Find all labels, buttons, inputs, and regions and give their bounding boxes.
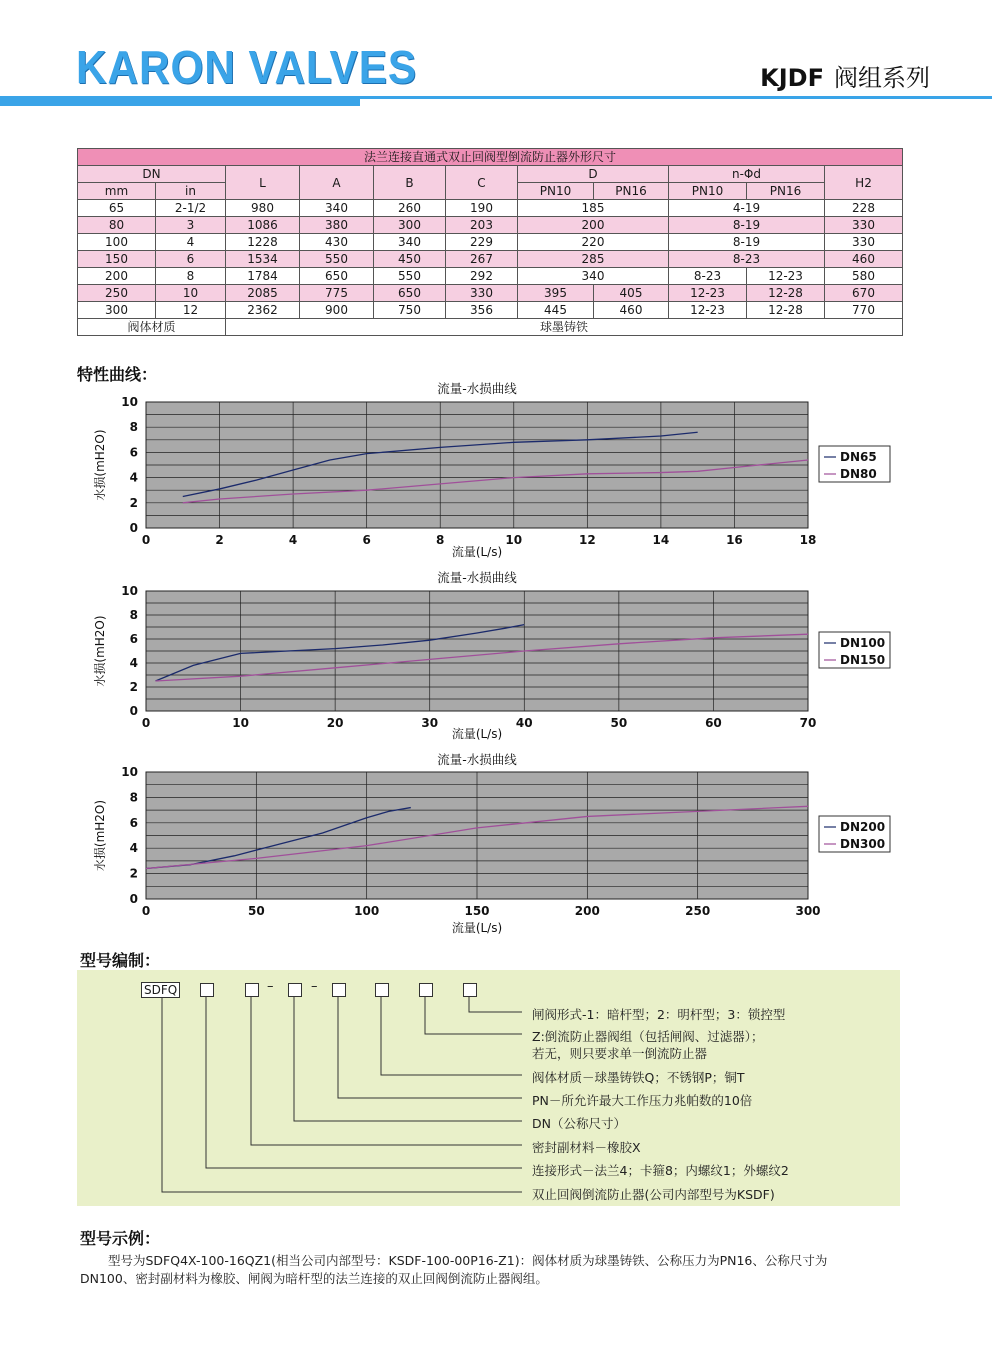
x-axis-label: 流量(L/s)	[451, 545, 503, 559]
x-tick-label: 70	[799, 716, 817, 730]
table-header-row	[78, 166, 903, 183]
table-cell: 8	[156, 268, 226, 285]
table-cell: 200	[518, 217, 669, 234]
x-tick-label: 60	[705, 716, 722, 730]
table-cell: 380	[300, 217, 374, 234]
code-desc-pressure: PN－所允许最大工作压力兆帕数的10倍	[532, 1093, 753, 1108]
table-cell: 200	[78, 268, 156, 285]
y-axis-label: 水损(mH2O)	[93, 615, 107, 687]
table-cell: 220	[518, 234, 669, 251]
table-cell: B	[374, 166, 446, 200]
x-tick-label: 0	[141, 716, 151, 730]
y-tick-label: 0	[129, 521, 138, 535]
legend-label: DN100	[840, 636, 886, 650]
series-title	[760, 58, 930, 93]
code-desc-seal: 密封副材料－橡胶X	[532, 1140, 641, 1155]
table-cell: H2	[825, 166, 903, 200]
y-tick-label: 2	[129, 866, 138, 881]
x-tick-label: 40	[515, 716, 533, 730]
x-tick-label: 0	[141, 533, 151, 547]
table-cell: 球墨铸铁	[226, 319, 903, 336]
y-tick-label: 8	[129, 608, 138, 622]
table-cell: DN	[78, 166, 226, 183]
table-cell: 580	[825, 268, 903, 285]
table-cell: 340	[518, 268, 669, 285]
table-cell: 1086	[226, 217, 300, 234]
table-cell: 阀体材质	[78, 319, 226, 336]
code-desc-assembly-note: 若无，则只要求单一倒流防止器	[532, 1046, 708, 1061]
x-tick-label: 250	[685, 904, 711, 918]
x-tick-label: 30	[421, 716, 439, 730]
table-cell: 4	[156, 234, 226, 251]
table-cell: 460	[825, 251, 903, 268]
table-cell: 550	[300, 251, 374, 268]
x-tick-label: 200	[574, 904, 600, 918]
y-tick-label: 10	[121, 395, 138, 409]
code-dash: –	[311, 979, 318, 994]
y-tick-label: 4	[129, 841, 138, 856]
legend-label: DN65	[840, 450, 877, 464]
y-tick-label: 8	[129, 420, 138, 435]
table-cell: 340	[374, 234, 446, 251]
table-cell: 65	[78, 200, 156, 217]
code-desc-assembly: Z:倒流防止器阀组（包括闸阀、过滤器）；	[532, 1029, 764, 1044]
y-tick-label: 2	[129, 495, 138, 510]
table-cell: 12	[156, 302, 226, 319]
table-cell: 12-23	[669, 302, 747, 319]
x-tick-label: 6	[362, 533, 371, 547]
table-cell: 8-23	[669, 268, 747, 285]
table-cell: n-Φd	[669, 166, 825, 183]
table-cell: 405	[594, 285, 669, 302]
y-tick-label: 8	[129, 790, 138, 805]
dimension-table	[77, 148, 903, 336]
table-material-row	[78, 319, 903, 336]
section-title-model: 型号编制：	[80, 951, 161, 970]
y-tick-label: 6	[129, 815, 138, 830]
table-cell: 1534	[226, 251, 300, 268]
x-tick-label: 150	[464, 904, 490, 918]
table-cell: 8-19	[669, 234, 825, 251]
y-tick-label: 4	[129, 470, 138, 485]
flow-loss-chart-3	[0, 750, 992, 945]
x-tick-label: 50	[610, 716, 628, 730]
table-cell: 340	[300, 200, 374, 217]
example-text: 型号为SDFQ4X-100-16QZ1(相当公司内部型号：KSDF-100-00P16-Z1)：阀体材质为球墨铸铁、公称压力为PN16、公称尺寸为DN100、密封副材料为橡胶、闸阀为暗杆型的法兰连接的双止回阀倒流防止器阀组。	[80, 1253, 828, 1286]
table-cell: D	[518, 166, 669, 183]
table-row	[78, 268, 903, 285]
table-cell: 670	[825, 285, 903, 302]
x-axis-label: 流量(L/s)	[451, 727, 503, 741]
code-desc-product: 双止回阀倒流防止器(公司内部型号为KSDF)	[532, 1187, 775, 1202]
brand-logo: KARON VALVES	[76, 41, 418, 93]
table-cell: 1784	[226, 268, 300, 285]
code-desc-gate-type: 闸阀形式-1：暗杆型；2：明杆型；3：锁控型	[532, 1007, 786, 1022]
x-tick-label: 0	[141, 904, 151, 918]
table-cell: 80	[78, 217, 156, 234]
table-cell: 330	[825, 217, 903, 234]
table-cell: 1228	[226, 234, 300, 251]
table-cell: 330	[825, 234, 903, 251]
table-cell: 550	[374, 268, 446, 285]
table-cell: 260	[374, 200, 446, 217]
table-cell: L	[226, 166, 300, 200]
table-row	[78, 251, 903, 268]
table-cell: 285	[518, 251, 669, 268]
table-cell: 750	[374, 302, 446, 319]
table-row	[78, 285, 903, 302]
table-row	[78, 217, 903, 234]
table-cell: C	[446, 166, 518, 200]
y-tick-label: 6	[129, 632, 138, 646]
code-desc-material: 阀体材质－球墨铸铁Q；不锈钢P；铜T	[532, 1070, 745, 1085]
y-tick-label: 6	[129, 445, 138, 460]
table-cell: 3	[156, 217, 226, 234]
code-dash: –	[267, 979, 274, 994]
table-cell: 300	[374, 217, 446, 234]
table-cell: 650	[374, 285, 446, 302]
table-cell: 190	[446, 200, 518, 217]
table-row	[78, 200, 903, 217]
table-cell: 267	[446, 251, 518, 268]
code-prefix: SDFQ	[141, 982, 180, 998]
table-cell: 430	[300, 234, 374, 251]
table-cell: 445	[518, 302, 594, 319]
table-cell: 775	[300, 285, 374, 302]
x-tick-label: 16	[726, 533, 743, 547]
table-cell: 900	[300, 302, 374, 319]
x-tick-label: 12	[578, 533, 596, 547]
x-tick-label: 4	[288, 533, 298, 547]
y-tick-label: 10	[121, 584, 138, 598]
table-cell: 6	[156, 251, 226, 268]
header-accent-line	[360, 96, 992, 99]
code-desc-connection: 连接形式－法兰4；卡箍8；内螺纹1；外螺纹2	[532, 1163, 789, 1178]
section-title-example: 型号示例：	[80, 1229, 161, 1248]
y-tick-label: 4	[129, 656, 138, 670]
table-cell: 4-19	[669, 200, 825, 217]
y-axis-label: 水损(mH2O)	[93, 429, 107, 501]
x-tick-label: 100	[354, 904, 380, 918]
table-cell: PN10	[669, 183, 747, 200]
section-title-curves: 特性曲线：	[77, 365, 158, 384]
table-cell: 292	[446, 268, 518, 285]
y-tick-label: 0	[129, 892, 138, 906]
x-tick-label: 50	[247, 904, 265, 918]
table-cell: 980	[226, 200, 300, 217]
table-cell: 10	[156, 285, 226, 302]
table-cell: PN16	[594, 183, 669, 200]
table-cell: 300	[78, 302, 156, 319]
table-cell: 229	[446, 234, 518, 251]
table-cell: 2362	[226, 302, 300, 319]
x-tick-label: 10	[232, 716, 249, 730]
x-tick-label: 10	[505, 533, 523, 547]
table-cell: 100	[78, 234, 156, 251]
table-cell: 12-23	[669, 285, 747, 302]
model-code-panel	[77, 970, 900, 1206]
table-cell: 150	[78, 251, 156, 268]
series-name: 阀组系列	[834, 64, 930, 92]
series-code: KJDF	[760, 64, 824, 92]
table-row	[78, 302, 903, 319]
table-cell: 330	[446, 285, 518, 302]
table-title: 法兰连接直通式双止回阀型倒流防止器外形尺寸	[78, 149, 903, 166]
table-cell: 12-23	[747, 268, 825, 285]
y-tick-label: 10	[121, 765, 138, 779]
table-cell: 228	[825, 200, 903, 217]
table-cell: A	[300, 166, 374, 200]
x-tick-label: 18	[799, 533, 817, 547]
flow-loss-chart-2	[0, 568, 992, 746]
y-axis-label: 水损(mH2O)	[93, 799, 107, 872]
legend-label: DN300	[840, 837, 886, 851]
table-cell: mm	[78, 183, 156, 200]
table-cell: 12-28	[747, 285, 825, 302]
y-tick-label: 2	[129, 680, 138, 694]
header-accent-bar	[0, 96, 360, 106]
table-cell: 450	[374, 251, 446, 268]
x-tick-label: 300	[795, 904, 821, 918]
table-cell: 460	[594, 302, 669, 319]
legend-label: DN80	[840, 467, 877, 481]
table-cell: PN16	[747, 183, 825, 200]
chart-title: 流量-水损曲线	[437, 752, 517, 767]
table-cell: 203	[446, 217, 518, 234]
table-cell: 356	[446, 302, 518, 319]
table-row	[78, 234, 903, 251]
table-cell: 395	[518, 285, 594, 302]
table-cell: 8-19	[669, 217, 825, 234]
code-desc-dn: DN（公称尺寸）	[532, 1116, 626, 1131]
x-tick-label: 2	[215, 533, 224, 547]
table-cell: 8-23	[669, 251, 825, 268]
table-cell: PN10	[518, 183, 594, 200]
x-tick-label: 20	[326, 716, 344, 730]
legend-label: DN150	[840, 653, 886, 667]
x-tick-label: 14	[652, 533, 670, 547]
table-cell: 650	[300, 268, 374, 285]
table-cell: 185	[518, 200, 669, 217]
chart-title: 流量-水损曲线	[437, 570, 517, 585]
table-cell: 250	[78, 285, 156, 302]
table-cell: in	[156, 183, 226, 200]
flow-loss-chart-1	[0, 378, 992, 568]
x-axis-label: 流量(L/s)	[451, 921, 503, 935]
y-tick-label: 0	[129, 704, 138, 718]
table-cell: 2085	[226, 285, 300, 302]
legend-label: DN200	[840, 820, 886, 834]
table-cell: 770	[825, 302, 903, 319]
table-cell: 2-1/2	[156, 200, 226, 217]
table-cell: 12-28	[747, 302, 825, 319]
chart-title: 流量-水损曲线	[437, 381, 517, 396]
x-tick-label: 8	[436, 533, 445, 547]
